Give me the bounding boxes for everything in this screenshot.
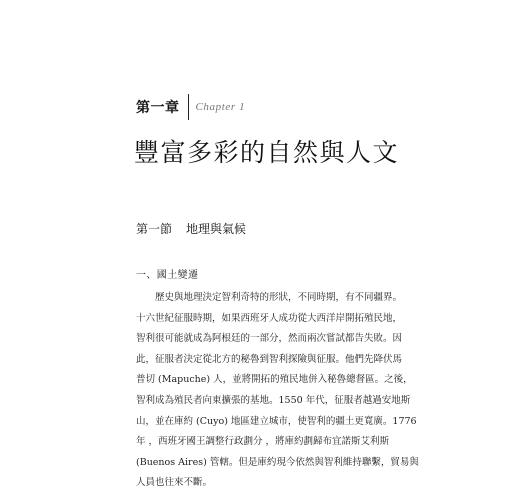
body-line: (Buenos Aires) 管轄。但是庫約現今依然與智利維持聯繫，貿易與 <box>136 456 419 468</box>
chapter-english-label: Chapter 1 <box>195 101 246 113</box>
chapter-title: 豐富多彩的自然與人文 <box>134 138 400 167</box>
subsection-heading: 一、國土變遷 <box>136 270 199 281</box>
chapter-number: 第一章 <box>136 100 180 116</box>
section-title: 地理與氣候 <box>186 222 247 236</box>
body-line: 年 ，西班牙國王調整行政劃分 ，將庫約劃歸布宜諾斯艾利斯 <box>136 436 390 448</box>
body-line: 此，征服者決定從北方的秘魯到智利探險與征服。他們先降伏馬 <box>136 353 403 365</box>
section-number: 第一節 <box>136 222 173 236</box>
body-line: 人員也往來不斷。 <box>136 477 213 489</box>
chapter-header <box>136 94 245 120</box>
body-line: 普切 (Mapuche) 人，並將開拓的殖民地併入秘魯總督區。之後， <box>136 374 413 386</box>
body-line: 智利成為殖民者向東擴張的基地。1550 年代，征服者越過安地斯 <box>136 394 411 406</box>
section-heading <box>136 220 246 237</box>
chapter-divider <box>188 94 189 120</box>
body-line: 十六世紀征服時期，如果西班牙人成功從大西洋岸開拓殖民地， <box>136 312 403 324</box>
body-line: 歷史與地理決定智利奇特的形狀，不同時期，有不同疆界。 <box>155 292 403 303</box>
body-line: 山，並在庫約 (Cuyo) 地區建立城市，使智利的疆土更寬廣。1776 <box>136 415 417 427</box>
body-paragraph <box>136 288 419 494</box>
body-line: 智利很可能就成為阿根廷的一部分，然而兩次嘗試都告失敗。因 <box>136 333 403 345</box>
